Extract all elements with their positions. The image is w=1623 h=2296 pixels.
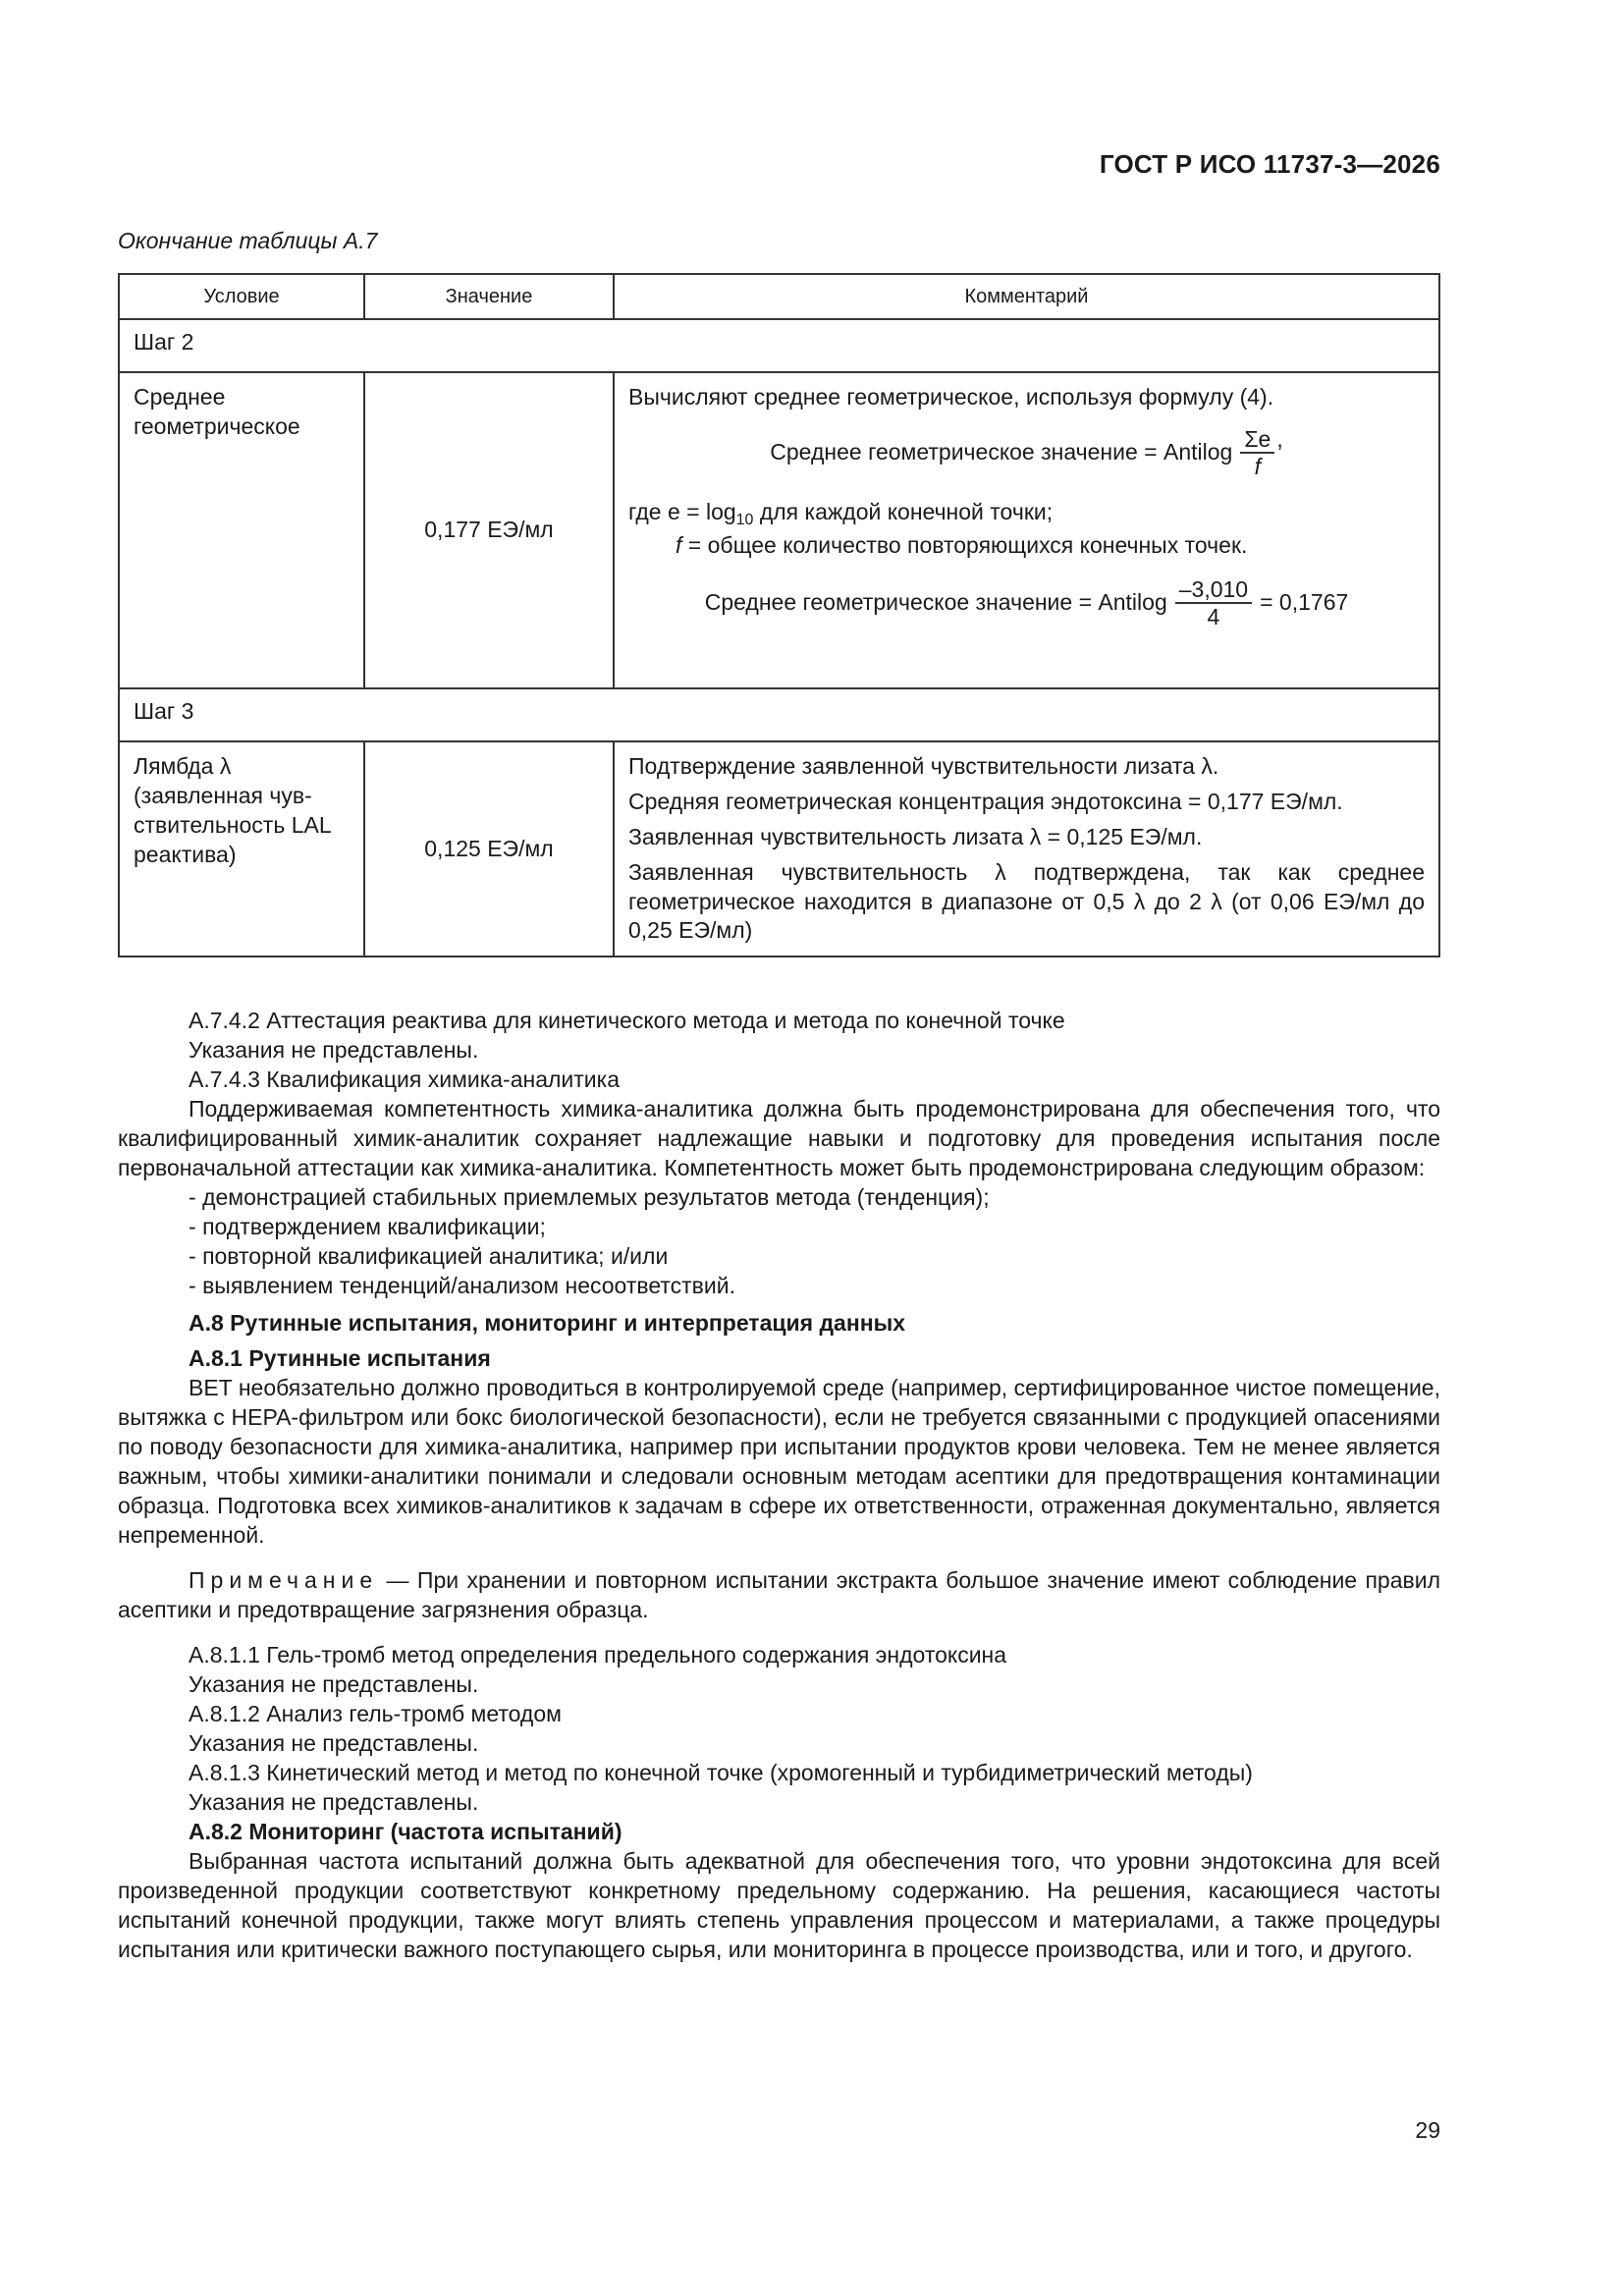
where-text: где e = log (628, 498, 736, 524)
f-symbol: f (676, 531, 682, 558)
comment-line (628, 531, 1425, 561)
formula-geometric-mean (628, 426, 1425, 480)
step-label: Шаг 2 (119, 319, 1439, 372)
where-text: для каждой конечной точки; (753, 498, 1054, 524)
table-step-row (119, 319, 1439, 372)
formula-result: = 0,1767 (1260, 589, 1349, 616)
condition-cell: Среднее геометрическое (119, 372, 364, 688)
list-item: - демонстрацией стабильных приемлемых результатов метода (тенденция); (118, 1182, 1440, 1212)
table-a7 (118, 273, 1440, 957)
formula-fraction (1175, 576, 1252, 630)
list-item: - выявлением тенденций/анализом несоответствий. (118, 1271, 1440, 1300)
subsection-heading: А.8.1 Рутинные испытания (189, 1345, 491, 1371)
formula-numeric (628, 576, 1425, 630)
fraction-denominator: 4 (1207, 603, 1220, 629)
table-caption: Окончание таблицы А.7 (118, 228, 378, 253)
section-heading: А.8 Рутинные испытания, мониторинг и интерпретация данных (189, 1310, 906, 1336)
paragraph: Поддерживаемая компетентность химика-аналитика должна быть продемонстрирована для обеспечения того, что квалифицированный химик-аналитик сохраняет надлежащие навыки и подготовку для проведения испытания после первоначальной аттестации как химика-аналитика. Компетентность может быть продемонстрирована следующим образом: (118, 1096, 1440, 1180)
column-header-condition: Условие (119, 274, 364, 319)
comment-line (628, 498, 1425, 527)
comment-line: Заявленная чувствительность лизата λ = 0,125 ЕЭ/мл. (628, 823, 1203, 849)
clause-heading: А.7.4.3 Квалификация химика-аналитика (189, 1066, 621, 1092)
paragraph: BET необязательно должно проводиться в контролируемой среде (например, сертифицированное чистое помещение, вытяжка с HEPA-фильтром или бокс биологической безопасности), если не требуется связанными с продукцией опасениями по поводу безопасности для химика-аналитика, например при испытании продуктов крови человека. Тем не менее является важным, чтобы химики-аналитики понимали и следовали основным методам асептики для предотвращения контаминации образца. Подготовка всех химиков-аналитиков к задачам в сфере их ответственности, отраженная документально, является непременной. (118, 1375, 1440, 1548)
paragraph: Указания не представлены. (189, 1671, 479, 1697)
formula-tail: , (1276, 426, 1283, 453)
paragraph: Указания не представлены. (189, 1789, 479, 1815)
paragraph: Указания не представлены. (189, 1730, 479, 1756)
column-header-comment: Комментарий (614, 274, 1439, 319)
comment-line: Подтверждение заявленной чувствительности лизата λ. (628, 753, 1219, 779)
comment-line: Вычисляют среднее геометрическое, используя формулу (4). (628, 384, 1274, 410)
value-cell: 0,125 ЕЭ/мл (364, 741, 614, 957)
value-cell: 0,177 ЕЭ/мл (364, 372, 614, 688)
fraction-numerator: Σe (1240, 426, 1274, 454)
comment-line: Средняя геометрическая концентрация эндотоксина = 0,177 ЕЭ/мл. (628, 788, 1343, 814)
condition-cell: Лямбда λ (заявленная чув-ствительность LAL реактива) (119, 741, 364, 957)
subscript: 10 (735, 511, 754, 528)
f-description: = общее количество повторяющихся конечных точек. (681, 531, 1248, 558)
bullet-list (118, 1182, 1440, 1300)
note (118, 1565, 1440, 1624)
comment-cell (614, 372, 1439, 688)
list-item: - повторной квалификацией аналитика; и/или (118, 1241, 1440, 1271)
table-step-row (119, 688, 1439, 741)
table-header-row (119, 274, 1439, 319)
comment-cell (614, 741, 1439, 957)
formula-fraction (1240, 426, 1274, 480)
document-code: ГОСТ Р ИСО 11737-3—2026 (1099, 149, 1440, 179)
note-text: — При хранении и повторном испытании экстракта большое значение имеют соблюдение правил асептики и предотвращение загрязнения образца. (118, 1567, 1440, 1622)
table-row (119, 741, 1439, 957)
column-header-value: Значение (364, 274, 614, 319)
table-row (119, 372, 1439, 688)
page-number: 29 (1415, 2117, 1440, 2143)
paragraph: Выбранная частота испытаний должна быть адекватной для обеспечения того, что уровни эндотоксина для всей произведенной продукции соответствуют конкретному предельному содержанию. На решения, касающиеся частоты испытаний конечной продукции, также могут влиять степень управления процессом и материалами, а также процедуры испытания или критически важного поступающего сырья, или мониторинга в процессе производства, или и того, и другого. (118, 1848, 1440, 1962)
step-label: Шаг 3 (119, 688, 1439, 741)
paragraph: Указания не представлены. (189, 1037, 479, 1063)
clause-heading: А.7.4.2 Аттестация реактива для кинетического метода и метода по конечной точке (189, 1008, 1065, 1033)
note-label: Примечание (189, 1567, 379, 1593)
clause-heading: А.8.1.1 Гель-тромб метод определения предельного содержания эндотоксина (189, 1642, 1007, 1667)
comment-line: Заявленная чувствительность λ подтверждена, так как среднее геометрическое находится в диапазоне от 0,5 λ до 2 λ (от 0,06 ЕЭ/мл до 0,25 ЕЭ/мл) (628, 858, 1425, 944)
body-text (118, 1006, 1440, 1964)
formula-left: Среднее геометрическое значение = Antilog (770, 439, 1233, 465)
list-item: - подтверждением квалификации; (118, 1212, 1440, 1241)
subsection-heading: А.8.2 Мониторинг (частота испытаний) (189, 1819, 622, 1844)
clause-heading: А.8.1.2 Анализ гель-тромб методом (189, 1701, 562, 1726)
fraction-denominator: f (1254, 454, 1262, 480)
fraction-numerator: –3,010 (1175, 576, 1252, 604)
formula-left: Среднее геометрическое значение = Antilog (704, 589, 1167, 616)
clause-heading: А.8.1.3 Кинетический метод и метод по конечной точке (хромогенный и турбидиметрический методы) (189, 1760, 1253, 1785)
